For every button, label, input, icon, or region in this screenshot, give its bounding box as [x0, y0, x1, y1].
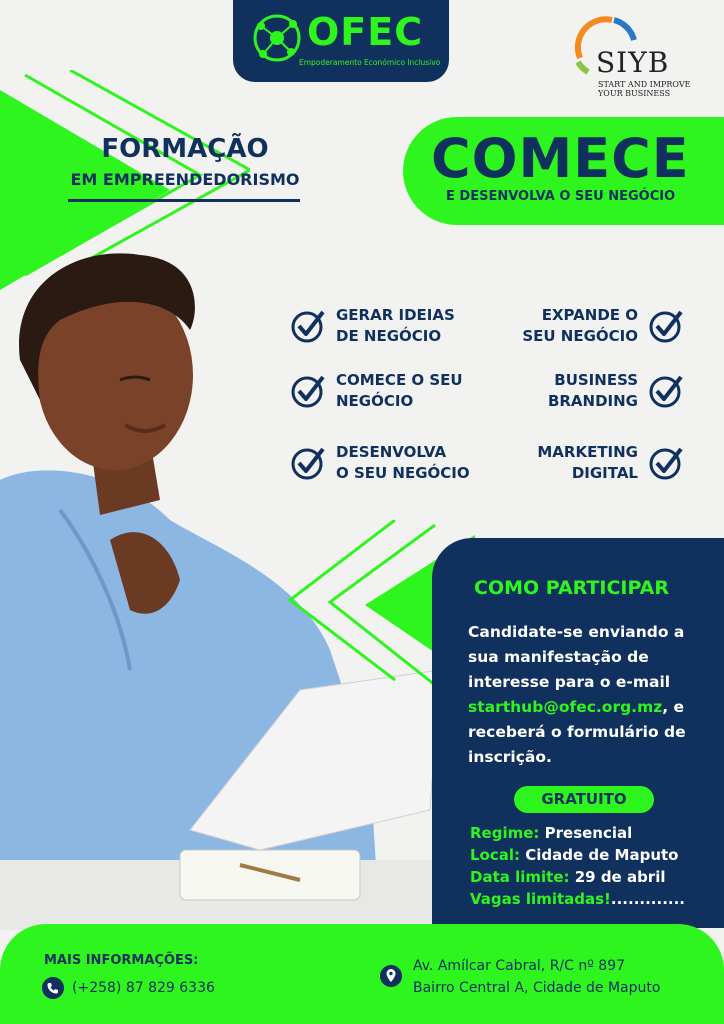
check-circle-icon	[290, 308, 326, 344]
checklist-item	[290, 442, 470, 484]
comece-title: COMECE	[431, 127, 690, 190]
check-circle-icon	[648, 445, 684, 481]
checklist-item	[522, 305, 684, 347]
ofec-network-logo-icon	[251, 12, 303, 64]
check-circle-icon	[648, 373, 684, 409]
participation-text-after: , e receberá o formulário de inscrição.	[468, 698, 686, 766]
siyb-logo-text: SIYB	[596, 46, 670, 79]
footer-bar	[0, 924, 724, 1024]
headline-title: FORMAÇÃO	[101, 134, 269, 164]
checklist-item	[537, 442, 684, 484]
siyb-subtitle-line-1: START AND IMPROVE	[598, 80, 691, 89]
comece-subtitle: E DESENVOLVA O SEU NEGÓCIO	[446, 189, 676, 204]
siyb-subtitle	[598, 80, 690, 98]
participation-title: COMO PARTICIPAR	[474, 577, 669, 599]
checklist-item	[290, 305, 455, 347]
siyb-logo	[568, 8, 698, 108]
location-pin-icon	[380, 965, 402, 987]
gratuito-badge: GRATUITO	[514, 786, 654, 813]
address-line-2: Bairro Central A, Cidade de Maputo	[413, 980, 661, 996]
checklist-label: EXPANDE O SEU NEGÓCIO	[522, 306, 638, 345]
checklist-label: MARKETING DIGITAL	[537, 443, 638, 482]
detail-key: Vagas limitadas!	[470, 890, 611, 908]
detail-value: Cidade de Maputo	[520, 846, 679, 864]
participation-text	[468, 620, 718, 770]
check-circle-icon	[290, 373, 326, 409]
comece-banner	[403, 117, 724, 225]
checklist-item	[548, 370, 684, 412]
ofec-logo-box	[233, 0, 449, 82]
siyb-subtitle-line-2: YOUR BUSINESS	[598, 89, 671, 98]
phone-number[interactable]: (+258) 87 829 6336	[72, 980, 215, 996]
detail-key: Local:	[470, 846, 521, 864]
checklist-label: BUSINESS BRANDING	[547, 371, 638, 410]
phone-icon	[42, 977, 64, 999]
checklist-label: COMECE O SEU NEGÓCIO	[336, 371, 463, 410]
check-circle-icon	[648, 308, 684, 344]
detail-value: 29 de abril	[569, 868, 666, 886]
detail-value: Presencial	[539, 824, 633, 842]
participation-email-link[interactable]: starthub@ofec.org.mz	[468, 698, 663, 716]
address-line-1: Av. Amílcar Cabral, R/C nº 897	[413, 958, 626, 974]
detail-regime	[470, 824, 632, 842]
ofec-logo-text: OFEC	[307, 10, 424, 54]
ofec-tagline: Empoderamento Económico Inclusivo	[299, 58, 441, 67]
headline-subtitle: EM EMPREENDEDORISMO	[70, 170, 300, 189]
check-circle-icon	[290, 445, 326, 481]
headline-underline	[68, 199, 300, 202]
checklist-item	[290, 370, 463, 412]
detail-deadline	[470, 868, 666, 886]
more-info-label: MAIS INFORMAÇÕES:	[44, 953, 199, 968]
checklist-label: DESENVOLVA O SEU NEGÓCIO	[336, 443, 470, 482]
detail-key: Data limite:	[470, 868, 570, 886]
detail-key: Regime:	[470, 824, 540, 842]
checklist-label: GERAR IDEIAS DE NEGÓCIO	[336, 306, 455, 345]
detail-value: .............	[610, 890, 685, 908]
detail-local	[470, 846, 678, 864]
participation-text-before: Candidate-se enviando a sua manifestação de interesse para o e-mail	[468, 623, 685, 691]
detail-vacancies	[470, 890, 685, 908]
